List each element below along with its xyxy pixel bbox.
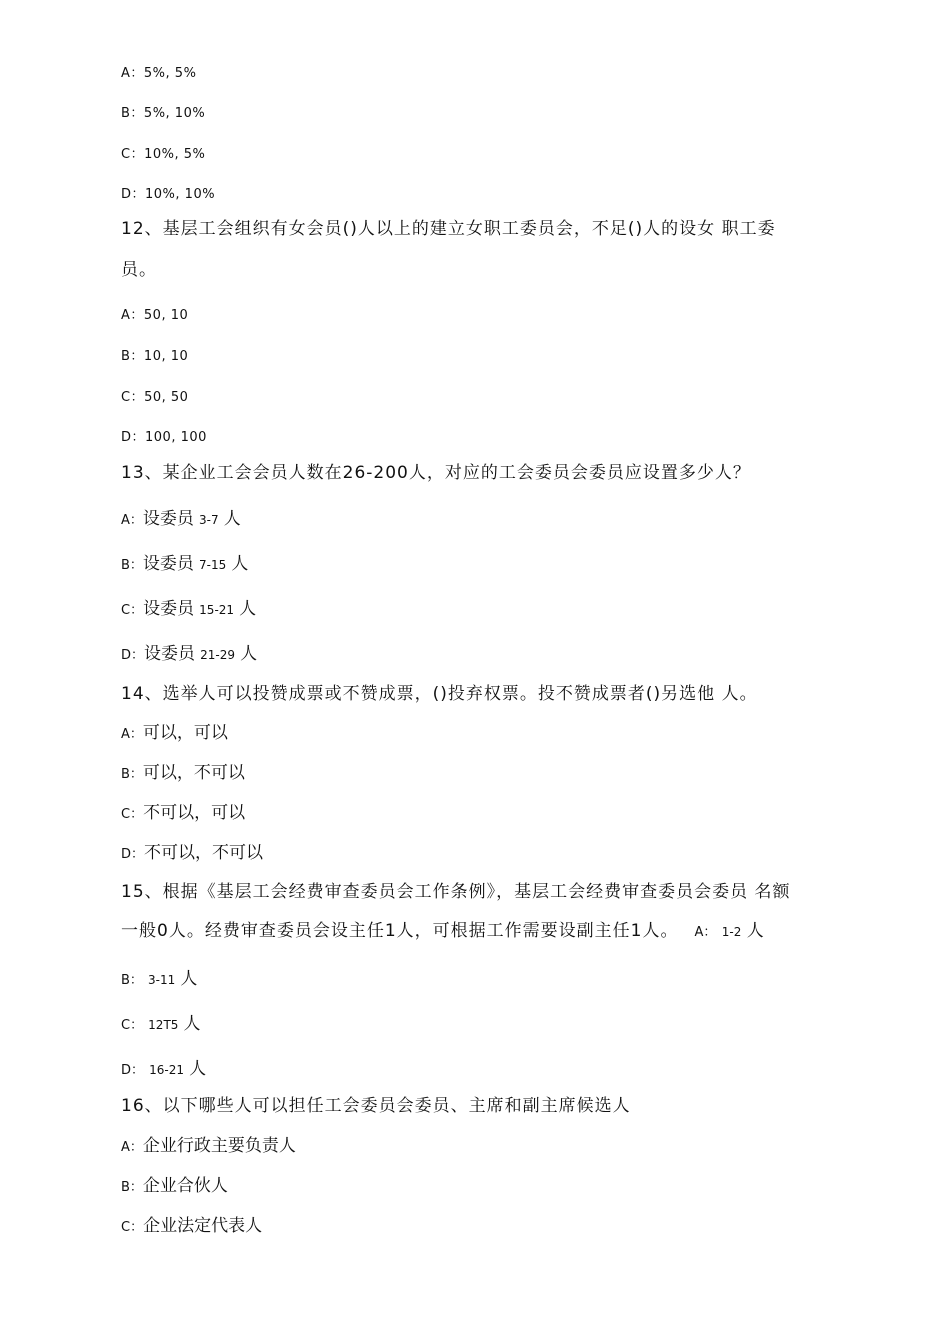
q14-option-d (121, 838, 263, 863)
option-range: 12T5 (148, 1018, 179, 1032)
q16-option-b (121, 1171, 228, 1196)
q14-option-c (121, 798, 245, 823)
option-text: 5%, 5% (143, 66, 197, 81)
option-unit: 人 (223, 509, 241, 529)
option-label: A： (121, 308, 144, 323)
option-text: 10%, 10% (145, 187, 216, 202)
option-label: C： (121, 147, 145, 162)
option-label: A： (121, 513, 143, 528)
q15-question-line2 (121, 916, 764, 941)
option-label: B： (121, 973, 143, 988)
option-label: B： (121, 558, 143, 573)
q14-option-b (121, 758, 245, 783)
q13-option-a (121, 504, 241, 529)
option-text: 可以，可以 (142, 723, 228, 743)
option-text: 设委员 (142, 509, 194, 529)
q16-question: 16、以下哪些人可以担任工会委员会委员、主席和副主席候选人 (121, 1096, 631, 1116)
q11-option-a (121, 62, 196, 81)
option-label: C： (121, 1018, 144, 1033)
q12-option-b (121, 345, 188, 364)
option-range: 21-29 (200, 648, 235, 662)
q16-option-a (121, 1131, 296, 1156)
q12-question-line1: 12、基层工会组织有女会员()人以上的建立女职工委员会，不足()人的设女 职工委 (121, 219, 776, 239)
q13-option-d (121, 639, 257, 664)
option-text: 10, 10 (143, 349, 189, 364)
option-label: B： (121, 349, 144, 364)
option-label: A： (694, 925, 717, 940)
option-unit: 人 (240, 644, 258, 664)
option-label: A： (121, 1140, 143, 1155)
option-label: D： (121, 847, 145, 862)
option-text: 设委员 (144, 644, 196, 664)
option-text: 企业合伙人 (142, 1176, 228, 1196)
option-text: 不可以，可以 (143, 803, 246, 823)
option-text: 10%, 5% (144, 147, 206, 162)
option-text: 企业法定代表人 (143, 1216, 263, 1236)
option-range: 16-21 (149, 1063, 184, 1077)
q13-option-c (121, 594, 256, 619)
option-text: 100, 100 (145, 430, 207, 445)
option-label: D： (121, 187, 146, 202)
option-text: 企业行政主要负责人 (142, 1136, 296, 1156)
option-label: A： (121, 727, 143, 742)
option-label: D： (121, 1063, 145, 1078)
option-text: 5%, 10% (143, 106, 206, 121)
option-unit: 人 (239, 599, 257, 619)
q15-option-c (121, 1009, 201, 1034)
q11-option-c (121, 143, 205, 162)
q12-option-c (121, 386, 188, 405)
q15-option-d (121, 1054, 206, 1079)
q15-option-b (121, 964, 197, 989)
option-range: 3-7 (199, 513, 219, 527)
question-text: 一般0人。经费审查委员会设主任1人，可根据工作需要设副主任1人。 (121, 921, 679, 941)
option-label: B： (121, 106, 144, 121)
q13-option-b (121, 549, 248, 574)
option-label: A： (121, 66, 144, 81)
option-text: 不可以，不可以 (144, 843, 264, 863)
q11-option-d (121, 183, 215, 202)
q16-option-c (121, 1211, 262, 1236)
option-label: B： (121, 1180, 143, 1195)
option-label: C： (121, 603, 144, 618)
option-label: C： (121, 807, 144, 822)
option-text: 设委员 (143, 599, 195, 619)
option-text: 设委员 (142, 554, 194, 574)
option-label: D： (121, 648, 145, 663)
option-range: 3-11 (148, 973, 176, 987)
q12-question-line2: 员。 (121, 260, 157, 280)
q13-question: 13、某企业工会会员人数在26-200人，对应的工会委员会委员应设置多少人？ (121, 463, 751, 483)
option-unit: 人 (180, 969, 198, 989)
q14-question: 14、选举人可以投赞成票或不赞成票，()投弃权票。投不赞成票者()另选他 人。 (121, 684, 758, 704)
option-label: B： (121, 767, 143, 782)
option-label: D： (121, 430, 146, 445)
q15-option-a (694, 921, 763, 941)
q11-option-b (121, 102, 205, 121)
option-unit: 人 (746, 921, 764, 941)
option-unit: 人 (231, 554, 249, 574)
option-unit: 人 (189, 1059, 207, 1079)
q14-option-a (121, 718, 228, 743)
option-label: C： (121, 390, 145, 405)
option-text: 50, 10 (143, 308, 189, 323)
option-range: 15-21 (199, 603, 235, 617)
option-unit: 人 (183, 1014, 201, 1034)
option-range: 1-2 (721, 925, 742, 939)
q12-option-d (121, 426, 207, 445)
option-range: 7-15 (199, 558, 227, 572)
q15-question-line1: 15、根据《基层工会经费审查委员会工作条例》，基层工会经费审查委员会委员 名额 (121, 882, 791, 902)
option-text: 可以，不可以 (142, 763, 245, 783)
q12-option-a (121, 304, 188, 323)
option-label: C： (121, 1220, 144, 1235)
option-text: 50, 50 (144, 390, 189, 405)
